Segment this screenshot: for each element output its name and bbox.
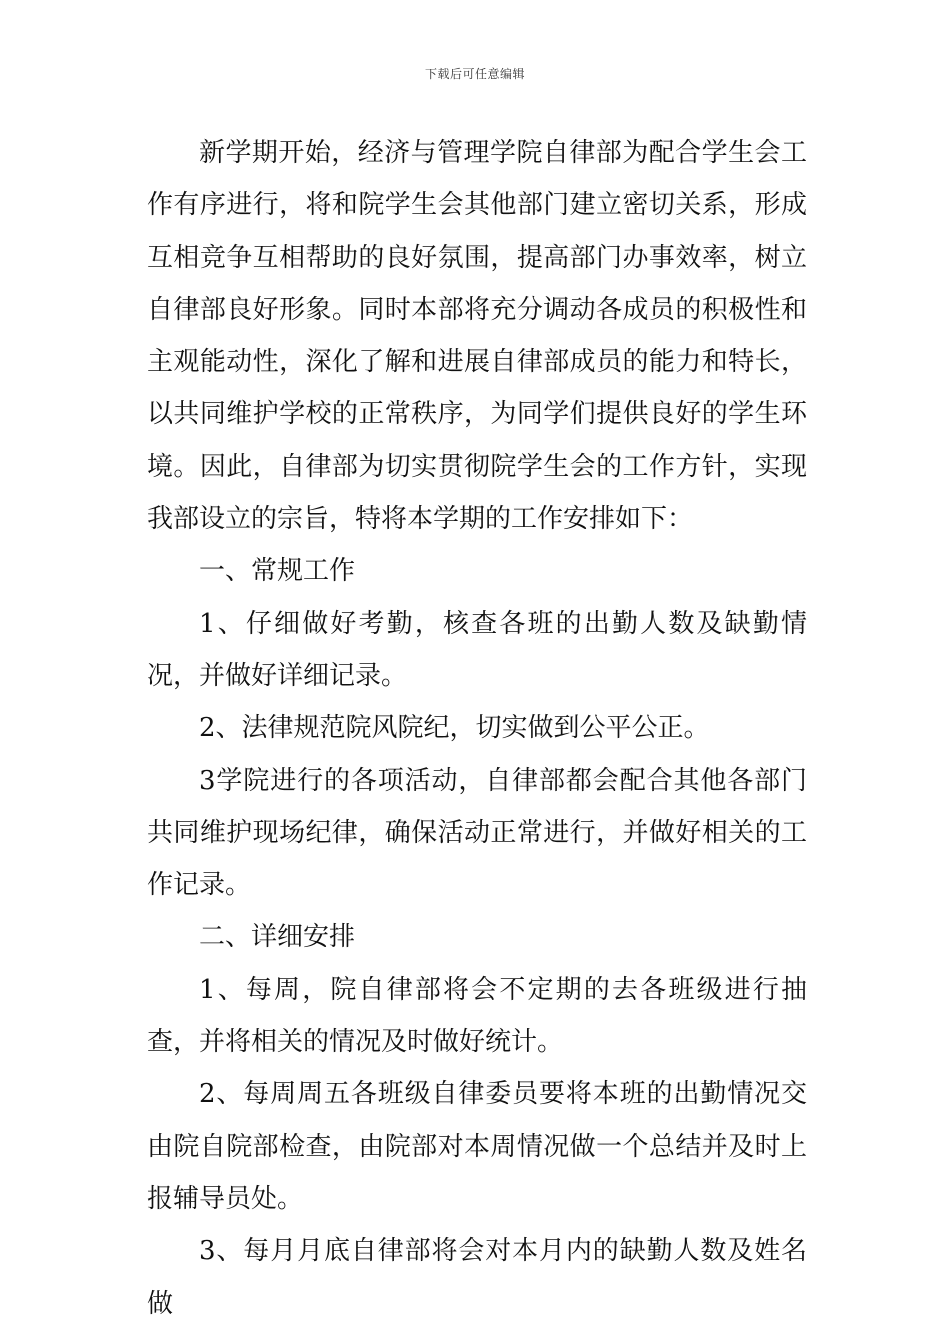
header-note: 下载后可任意编辑	[424, 67, 525, 81]
heading-detailed-arrangement: 二、详细安排	[199, 922, 356, 953]
paragraph-detail-2: 2、每周周五各班级自律委员要将本班的出勤情况交由院自院部检查，由院部对本周情况做一个总结并及时上报辅导员处。	[147, 1079, 807, 1214]
paragraph-routine-2: 2、法律规范院风院纪，切实做到公平公正。	[199, 713, 710, 744]
document-body	[147, 127, 807, 1330]
paragraph-intro: 新学期开始，经济与管理学院自律部为配合学生会工作有序进行，将和院学生会其他部门建立密切关系，形成互相竞争互相帮助的良好氛围，提高部门办事效率，树立自律部良好形象。同时本部将充分调动各成员的积极性和主观能动性，深化了解和进展自律部成员的能力和特长，以共同维护学校的正常秩序，为同学们提供良好的学生环境。因此，自律部为切实贯彻院学生会的工作方针，实现我部设立的宗旨，特将本学期的工作安排如下：	[147, 138, 807, 535]
paragraph-routine-1: 1、仔细做好考勤，核查各班的出勤人数及缺勤情况，并做好详细记录。	[147, 608, 807, 691]
heading-routine-work: 一、常规工作	[199, 556, 356, 587]
paragraph-detail-1: 1、每周，院自律部将会不定期的去各班级进行抽查，并将相关的情况及时做好统计。	[147, 974, 807, 1058]
paragraph-routine-3: 3学院进行的各项活动，自律部都会配合其他各部门共同维护现场纪律，确保活动正常进行，并做好相关的工作记录。	[147, 765, 807, 901]
paragraph-detail-3: 3、每月月底自律部将会对本月内的缺勤人数及姓名做	[147, 1236, 807, 1319]
